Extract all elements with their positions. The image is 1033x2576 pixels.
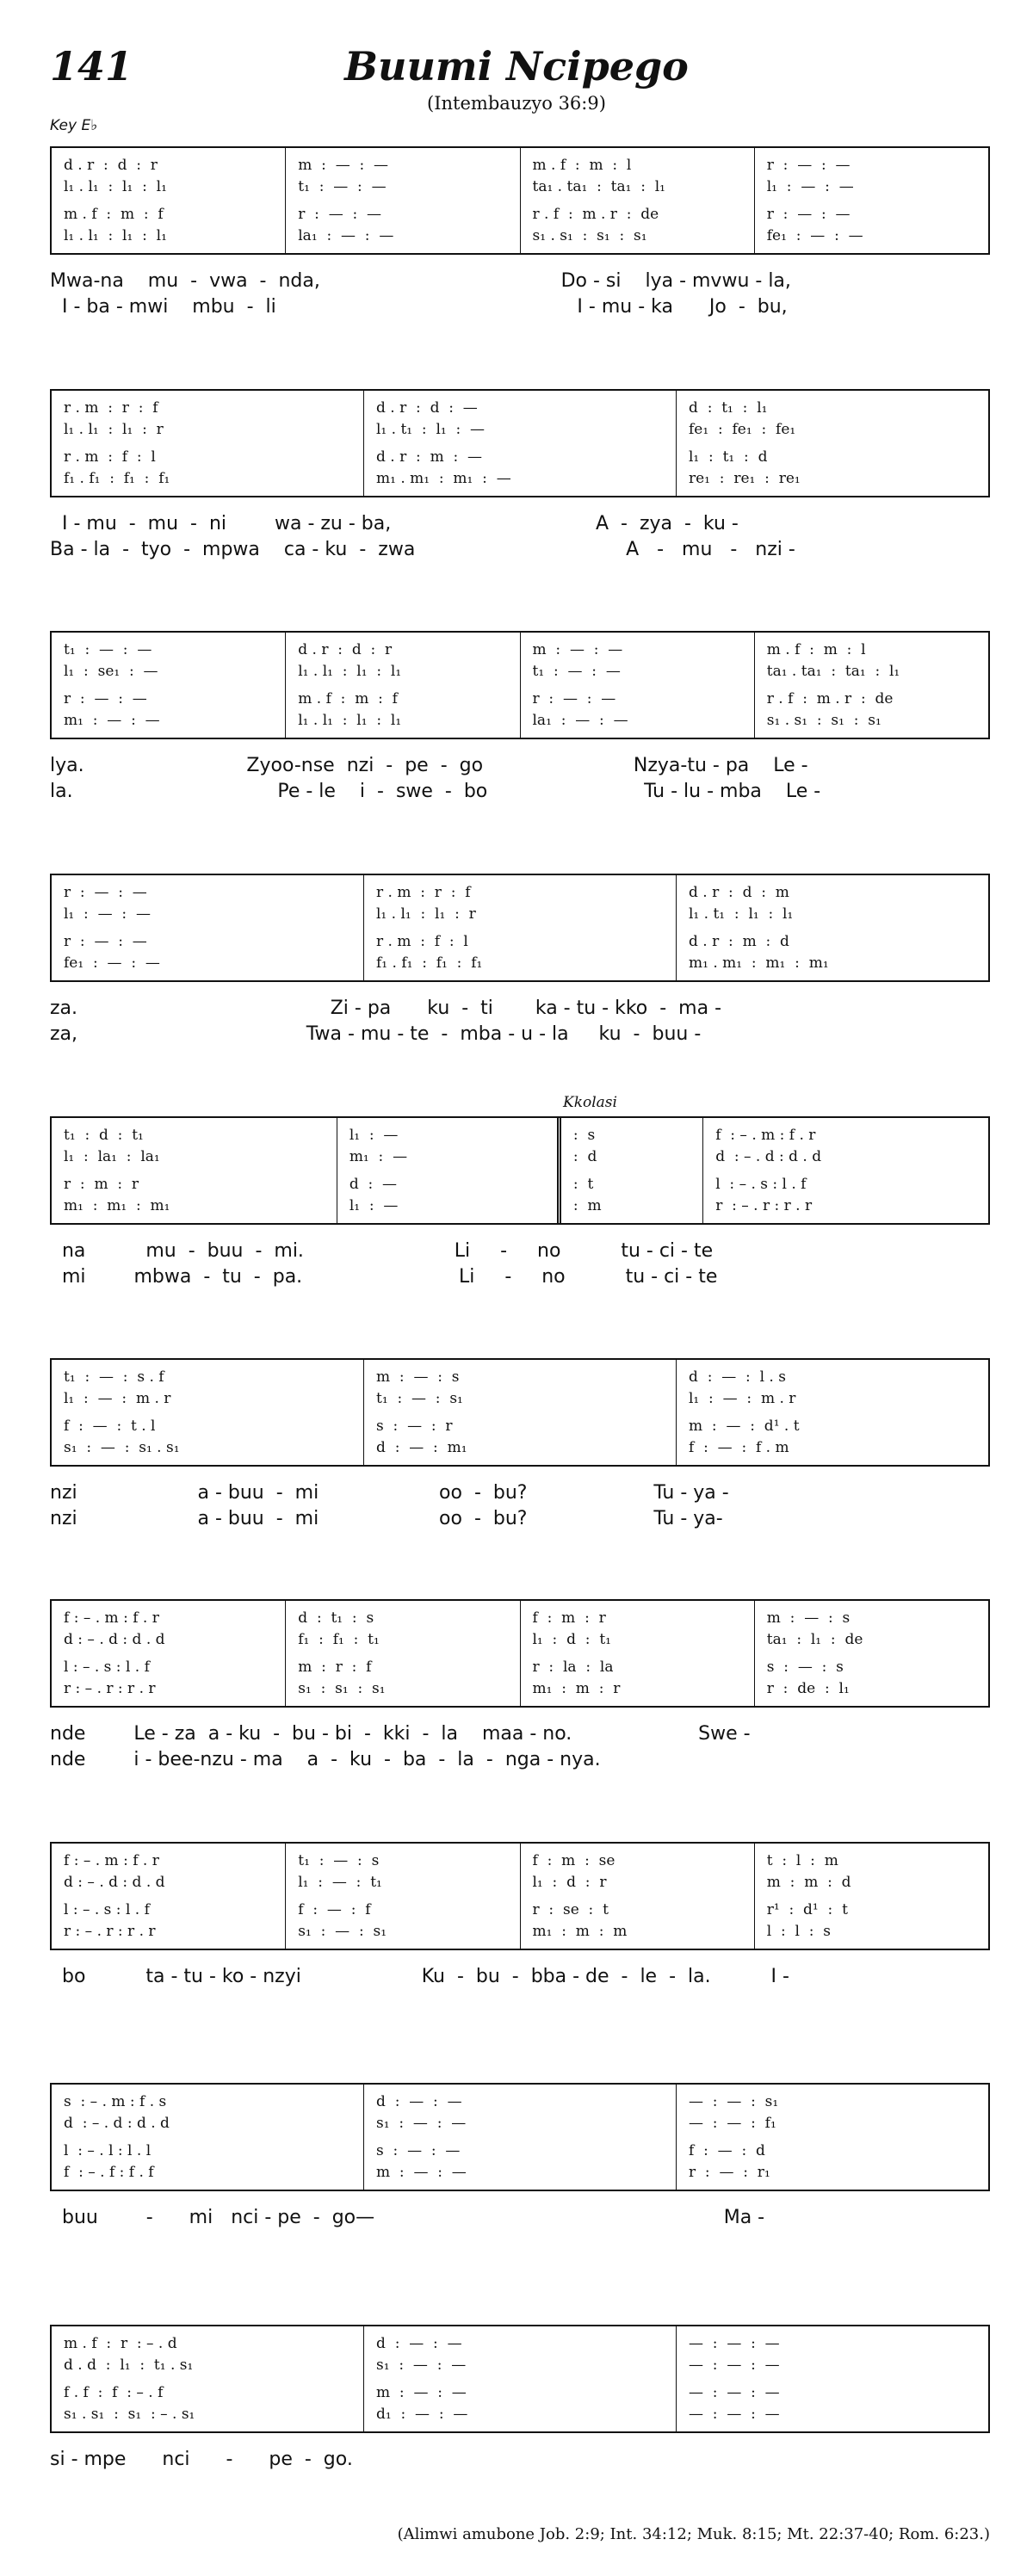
- voice-line: l₁ : — : m . r: [689, 1390, 796, 1407]
- measure: [285, 1844, 519, 1949]
- voice-line: s₁ . s₁ : s₁ : s₁: [532, 227, 647, 244]
- voice-line: t₁ : d : t₁: [64, 1127, 144, 1144]
- section-label: Kkolasi: [563, 1094, 617, 1111]
- voice-line: r : — : —: [766, 206, 851, 223]
- voice-line: r : – . r : r . r: [64, 1680, 156, 1697]
- voice-line: s₁ . s₁ : s₁ : – . s₁: [64, 2406, 195, 2423]
- voice-line: l : – . s : l . f: [715, 1176, 807, 1193]
- key-signature: Key E♭: [50, 117, 98, 134]
- voice-line: r : de : l₁: [766, 1680, 850, 1697]
- voice-line: l₁ : t₁ : d: [689, 448, 768, 466]
- voice-line: s₁ : — : s₁ . s₁: [64, 1439, 180, 1456]
- voice-line: m : — : —: [376, 2384, 467, 2401]
- lyric-line: si - mpe nci - pe - go.: [50, 2449, 353, 2470]
- measure: [52, 1118, 337, 1223]
- voice-line: r . m : r : f: [376, 884, 471, 901]
- voice-line: d : – . d : d . d: [64, 2115, 170, 2132]
- voice-line: f : — : t . l: [64, 1418, 156, 1435]
- lyrics: [50, 753, 990, 805]
- voice-line: re₁ : re₁ : re₁: [689, 470, 801, 487]
- voice-line: r . f : m . r : de: [532, 206, 659, 223]
- music-system: [50, 1842, 990, 1990]
- voice-line: r : m : r: [64, 1176, 139, 1193]
- lyric-line: buu - mi nci - pe - go— Ma -: [50, 2207, 765, 2228]
- measure: [520, 633, 754, 738]
- lyric-line: za. Zi - pa ku - ti ka - tu - kko - ma -: [50, 998, 722, 1019]
- measure: [676, 2326, 988, 2431]
- voice-line: m : r : f: [298, 1659, 372, 1676]
- measure: [52, 1360, 363, 1465]
- voice-line: r . m : r : f: [64, 399, 158, 417]
- voice-line: l₁ : d : t₁: [532, 1631, 611, 1648]
- lyric-line: lya. Zyoo-nse nzi - pe - go Nzya-tu - pa Le -: [50, 755, 808, 776]
- voice-line: d . r : d : r: [298, 641, 393, 658]
- voice-line: m . f : m : f: [298, 690, 398, 707]
- voice-line: ta₁ : l₁ : de: [766, 1631, 863, 1648]
- solfa-staff: [50, 874, 990, 982]
- voice-line: s₁ : — : —: [376, 2115, 467, 2132]
- voice-line: m₁ : —: [349, 1148, 408, 1165]
- hymn-subtitle: (Intembauzyo 36:9): [427, 93, 606, 114]
- voice-line: s₁ : s₁ : s₁: [298, 1680, 386, 1697]
- measure: [285, 1601, 519, 1706]
- voice-line: r . m : f : l: [376, 933, 468, 950]
- measure: [676, 1360, 988, 1465]
- voice-line: f : – . m : f . r: [64, 1852, 159, 1869]
- voice-line: r : se : t: [532, 1901, 609, 1918]
- lyrics: [50, 1964, 990, 1990]
- voice-line: l₁ . t₁ : l₁ : —: [376, 421, 486, 438]
- voice-line: l : – . l : l . l: [64, 2142, 152, 2159]
- voice-line: r : — : —: [64, 690, 147, 707]
- voice-line: m₁ : m : m: [532, 1923, 628, 1940]
- voice-line: t : l : m: [766, 1852, 838, 1869]
- lyrics: [50, 1480, 990, 1532]
- lyrics: [50, 2205, 990, 2231]
- measure: [363, 875, 676, 980]
- lyric-line: bo ta - tu - ko - nzyi Ku - bu - bba - de - le - la. I -: [50, 1966, 789, 1987]
- voice-line: l₁ : — : —: [64, 905, 151, 923]
- measure: [363, 1360, 676, 1465]
- voice-line: f : – . m : f . r: [715, 1127, 816, 1144]
- voice-line: m . f : m : l: [766, 641, 866, 658]
- measure: [754, 633, 988, 738]
- hymn-title: Buumi Ncipego: [344, 43, 689, 90]
- voice-line: : m: [572, 1197, 602, 1214]
- measure: [52, 1601, 285, 1706]
- voice-line: l₁ : se₁ : —: [64, 663, 158, 680]
- measure: [337, 1118, 557, 1223]
- voice-line: r : la : la: [532, 1659, 614, 1676]
- voice-line: m : — : —: [376, 2164, 467, 2181]
- voice-line: fe₁ : fe₁ : fe₁: [689, 421, 796, 438]
- voice-line: : t: [572, 1176, 594, 1193]
- voice-line: m : m : d: [766, 1874, 851, 1891]
- voice-line: s : — : r: [376, 1418, 453, 1435]
- voice-line: m : — : s: [766, 1609, 851, 1627]
- lyric-line: na mu - buu - mi. Li - no tu - ci - te: [50, 1240, 714, 1262]
- scripture-references: (Alimwi amubone Job. 2:9; Int. 34:12; Muk. 8:15; Mt. 22:37-40; Rom. 6:23.): [397, 2525, 990, 2543]
- voice-line: l₁ : —: [349, 1197, 399, 1214]
- voice-line: r : — : —: [298, 206, 382, 223]
- lyrics: [50, 996, 990, 1047]
- voice-line: f₁ . f₁ : f₁ : f₁: [64, 470, 170, 487]
- measure: [363, 391, 676, 496]
- lyric-line: Ba - la - tyo - mpwa ca - ku - zwa A - mu - nzi -: [50, 539, 795, 560]
- voice-line: d : t₁ : l₁: [689, 399, 768, 417]
- voice-line: — : — : —: [689, 2406, 780, 2423]
- lyric-line: nde Le - za a - ku - bu - bi - kki - la maa - no. Swe -: [50, 1723, 751, 1745]
- voice-line: r : — : —: [532, 690, 616, 707]
- voice-line: : s: [572, 1127, 596, 1144]
- music-system: [50, 2325, 990, 2473]
- voice-line: r : – . r : r . r: [715, 1197, 813, 1214]
- lyric-line: mi mbwa - tu - pa. Li - no tu - ci - te: [50, 1266, 718, 1288]
- hymn-header: [0, 0, 1033, 146]
- solfa-staff: [50, 1358, 990, 1467]
- solfa-staff: [50, 1842, 990, 1950]
- solfa-staff: [50, 1599, 990, 1708]
- voice-line: l₁ . t₁ : l₁ : l₁: [689, 905, 794, 923]
- voice-line: r : — : —: [766, 157, 851, 174]
- measure: [754, 1601, 988, 1706]
- voice-line: l₁ : — : m . r: [64, 1390, 171, 1407]
- voice-line: — : — : s₁: [689, 2093, 779, 2110]
- solfa-staff: [50, 389, 990, 497]
- measure: [52, 148, 285, 253]
- voice-line: — : — : —: [689, 2335, 780, 2352]
- voice-line: r : — : —: [64, 884, 147, 901]
- voice-line: t₁ : — : s₁: [376, 1390, 463, 1407]
- voice-line: m . f : m : f: [64, 206, 164, 223]
- voice-line: m₁ : m : r: [532, 1680, 621, 1697]
- measure: [702, 1118, 988, 1223]
- voice-line: d . d : l₁ : t₁ . s₁: [64, 2357, 194, 2374]
- voice-line: m : — : s: [376, 1368, 460, 1386]
- voice-line: fe₁ : — : —: [766, 227, 863, 244]
- measure: [520, 1601, 754, 1706]
- voice-line: d . r : m : d: [689, 933, 789, 950]
- measure: [285, 633, 519, 738]
- voice-line: la₁ : — : —: [298, 227, 394, 244]
- voice-line: r¹ : d¹ : t: [766, 1901, 848, 1918]
- measure: [52, 2326, 363, 2431]
- voice-line: l : l : s: [766, 1923, 832, 1940]
- voice-line: d . r : m : —: [376, 448, 483, 466]
- music-system: [50, 146, 990, 320]
- voice-line: d . r : d : —: [376, 399, 478, 417]
- music-system: [50, 1094, 990, 1290]
- voice-line: l₁ : —: [349, 1127, 399, 1144]
- voice-line: d . r : d : m: [689, 884, 789, 901]
- measure: [520, 1844, 754, 1949]
- lyric-line: nde i - bee-nzu - ma a - ku - ba - la - nga - nya.: [50, 1749, 601, 1770]
- voice-line: l₁ : — : —: [766, 178, 854, 195]
- voice-line: m . f : r : – . d: [64, 2335, 177, 2352]
- voice-line: d : — : m₁: [376, 1439, 467, 1456]
- voice-line: d : — : l . s: [689, 1368, 786, 1386]
- music-system: [50, 2083, 990, 2231]
- measure: [676, 391, 988, 496]
- music-system: [50, 1358, 990, 1532]
- voice-line: f . f : f : – . f: [64, 2384, 164, 2401]
- measure: [363, 2326, 676, 2431]
- voice-line: f : – . m : f . r: [64, 1609, 159, 1627]
- voice-line: m : — : d¹ . t: [689, 1418, 800, 1435]
- lyrics: [50, 2447, 990, 2473]
- voice-line: m₁ . m₁ : m₁ : —: [376, 470, 511, 487]
- measure: [754, 1844, 988, 1949]
- voice-line: : d: [572, 1148, 597, 1165]
- solfa-staff: [50, 2083, 990, 2191]
- voice-line: f₁ . f₁ : f₁ : f₁: [376, 954, 483, 972]
- voice-line: fe₁ : — : —: [64, 954, 160, 972]
- voice-line: l : – . s : l . f: [64, 1901, 150, 1918]
- measure: [52, 391, 363, 496]
- voice-line: m . f : m : l: [532, 157, 632, 174]
- measure: [52, 633, 285, 738]
- voice-line: f : — : f . m: [689, 1439, 789, 1456]
- measure: [676, 875, 988, 980]
- voice-line: r : – . r : r . r: [64, 1923, 156, 1940]
- lyrics: [50, 1721, 990, 1773]
- voice-line: l₁ : d : r: [532, 1874, 607, 1891]
- lyrics: [50, 269, 990, 320]
- voice-line: t₁ : — : s: [298, 1852, 380, 1869]
- measure: [363, 2085, 676, 2190]
- lyric-line: za, Twa - mu - te - mba - u - la ku - buu -: [50, 1023, 702, 1045]
- solfa-staff: [50, 631, 990, 739]
- music-system: [50, 1599, 990, 1773]
- lyric-line: Mwa-na mu - vwa - nda, Do - si lya - mvwu - la,: [50, 270, 791, 292]
- music-system: [50, 389, 990, 563]
- lyric-line: I - mu - mu - ni wa - zu - ba, A - zya - ku -: [50, 513, 739, 534]
- voice-line: d : – . d : d . d: [715, 1148, 822, 1165]
- voice-line: d : – . d : d . d: [64, 1631, 165, 1648]
- measure: [557, 1118, 702, 1223]
- voice-line: m₁ . m₁ : m₁ : m₁: [689, 954, 829, 972]
- solfa-staff: [50, 146, 990, 255]
- voice-line: r : — : r₁: [689, 2164, 770, 2181]
- voice-line: t₁ : — : —: [298, 178, 387, 195]
- voice-line: m : — : —: [532, 641, 623, 658]
- voice-line: d : — : —: [376, 2335, 462, 2352]
- voice-line: s₁ . s₁ : s₁ : s₁: [766, 712, 881, 729]
- voice-line: la₁ : — : —: [532, 712, 628, 729]
- voice-line: t₁ : — : —: [532, 663, 621, 680]
- lyrics: [50, 1239, 990, 1290]
- voice-line: f : m : se: [532, 1852, 615, 1869]
- voice-line: f : — : d: [689, 2142, 765, 2159]
- hymn-number: 141: [50, 43, 133, 90]
- voice-line: f₁ : f₁ : t₁: [298, 1631, 380, 1648]
- voice-line: f : — : f: [298, 1901, 371, 1918]
- voice-line: d : — : —: [376, 2093, 462, 2110]
- voice-line: f : m : r: [532, 1609, 606, 1627]
- voice-line: l₁ : la₁ : la₁: [64, 1148, 160, 1165]
- music-system: [50, 631, 990, 805]
- voice-line: r . f : m . r : de: [766, 690, 894, 707]
- voice-line: ta₁ . ta₁ : ta₁ : l₁: [532, 178, 665, 195]
- voice-line: l₁ . l₁ : l₁ : r: [376, 905, 476, 923]
- voice-line: — : — : f₁: [689, 2115, 776, 2132]
- voice-line: — : — : —: [689, 2384, 780, 2401]
- measure: [754, 148, 988, 253]
- measure: [520, 148, 754, 253]
- voice-line: s₁ : — : —: [376, 2357, 467, 2374]
- voice-line: d : – . d : d . d: [64, 1874, 165, 1891]
- music-system: [50, 874, 990, 1047]
- voice-line: m₁ : m₁ : m₁: [64, 1197, 170, 1214]
- voice-line: d : t₁ : s: [298, 1609, 374, 1627]
- voice-line: l : – . s : l . f: [64, 1659, 150, 1676]
- lyrics: [50, 511, 990, 563]
- solfa-staff: [50, 1116, 990, 1225]
- voice-line: t₁ : — : —: [64, 641, 152, 658]
- voice-line: r : — : —: [64, 933, 147, 950]
- voice-line: m₁ : — : —: [64, 712, 160, 729]
- lyric-line: nzi a - buu - mi oo - bu? Tu - ya -: [50, 1482, 729, 1504]
- lyric-line: la. Pe - le i - swe - bo Tu - lu - mba Le -: [50, 781, 821, 802]
- measure: [285, 148, 519, 253]
- solfa-staff: [50, 2325, 990, 2433]
- voice-line: l₁ . l₁ : l₁ : r: [64, 421, 164, 438]
- voice-line: d₁ : — : —: [376, 2406, 468, 2423]
- voice-line: s₁ : — : s₁: [298, 1923, 387, 1940]
- voice-line: d : —: [349, 1176, 398, 1193]
- voice-line: l₁ . l₁ : l₁ : l₁: [64, 178, 167, 195]
- voice-line: l₁ : — : t₁: [298, 1874, 382, 1891]
- voice-line: ta₁ . ta₁ : ta₁ : l₁: [766, 663, 900, 680]
- voice-line: t₁ : — : s . f: [64, 1368, 164, 1386]
- voice-line: m : — : —: [298, 157, 389, 174]
- lyric-line: I - ba - mwi mbu - li I - mu - ka Jo - bu,: [50, 296, 788, 318]
- voice-line: f : – . f : f . f: [64, 2164, 154, 2181]
- measure: [52, 2085, 363, 2190]
- voice-line: l₁ . l₁ : l₁ : l₁: [298, 712, 402, 729]
- voice-line: r . m : f : l: [64, 448, 156, 466]
- measure: [52, 875, 363, 980]
- voice-line: — : — : —: [689, 2357, 780, 2374]
- voice-line: s : — : s: [766, 1659, 844, 1676]
- voice-line: l₁ . l₁ : l₁ : l₁: [298, 663, 402, 680]
- lyric-line: nzi a - buu - mi oo - bu? Tu - ya-: [50, 1508, 723, 1529]
- voice-line: d . r : d : r: [64, 157, 158, 174]
- voice-line: s : — : —: [376, 2142, 461, 2159]
- voice-line: l₁ . l₁ : l₁ : l₁: [64, 227, 167, 244]
- voice-line: s : – . m : f . s: [64, 2093, 167, 2110]
- measure: [52, 1844, 285, 1949]
- measure: [676, 2085, 988, 2190]
